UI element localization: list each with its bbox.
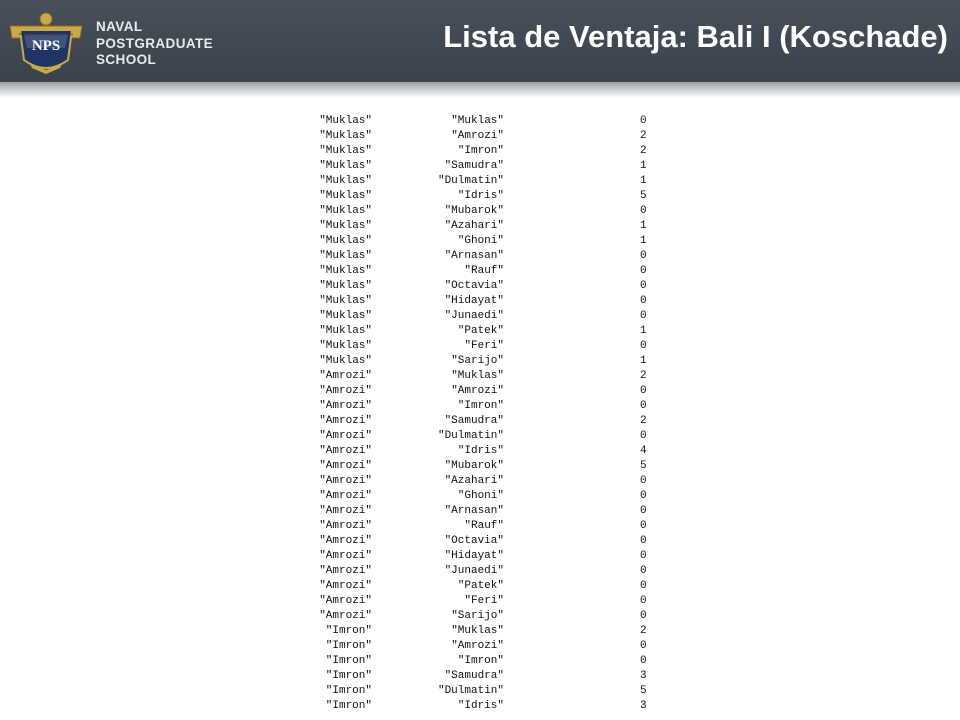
target-name-cell: "Amrozi" (451, 130, 504, 142)
table-row (306, 564, 656, 579)
source-name-cell: "Muklas" (319, 340, 372, 352)
source-name-cell: "Amrozi" (319, 505, 372, 517)
value-cell: 2 (640, 625, 647, 637)
source-name-cell: "Amrozi" (319, 580, 372, 592)
value-cell: 4 (640, 445, 647, 457)
value-cell: 0 (640, 640, 647, 652)
target-name-cell: "Samudra" (444, 415, 504, 427)
value-cell: 5 (640, 460, 647, 472)
target-name-cell: "Octavia" (444, 280, 504, 292)
table-row (306, 474, 656, 489)
school-name-line-3: SCHOOL (96, 52, 157, 67)
source-name-cell: "Muklas" (319, 265, 372, 277)
table-row (306, 684, 656, 699)
source-name-cell: "Muklas" (319, 310, 372, 322)
nps-crest-logo (6, 8, 86, 78)
value-cell: 0 (640, 595, 647, 607)
source-name-cell: "Muklas" (319, 355, 372, 367)
target-name-cell: "Patek" (457, 325, 504, 337)
value-cell: 0 (640, 655, 647, 667)
source-name-cell: "Muklas" (319, 130, 372, 142)
source-name-cell: "Muklas" (319, 190, 372, 202)
source-name-cell: "Imron" (325, 640, 372, 652)
table-row (306, 279, 656, 294)
target-name-cell: "Rauf" (464, 520, 504, 532)
table-row (306, 309, 656, 324)
table-row (306, 354, 656, 369)
source-name-cell: "Muklas" (319, 295, 372, 307)
page-title: Lista de Ventaja: Bali I (Koschade) (443, 19, 948, 54)
table-row (306, 639, 656, 654)
table-row (306, 294, 656, 309)
value-cell: 2 (640, 415, 647, 427)
table-row (306, 399, 656, 414)
source-name-cell: "Muklas" (319, 205, 372, 217)
target-name-cell: "Muklas" (451, 370, 504, 382)
target-name-cell: "Sarijo" (451, 610, 504, 622)
source-name-cell: "Amrozi" (319, 400, 372, 412)
source-name-cell: "Muklas" (319, 115, 372, 127)
source-name-cell: "Amrozi" (319, 550, 372, 562)
source-name-cell: "Amrozi" (319, 520, 372, 532)
table-row (306, 624, 656, 639)
source-name-cell: "Amrozi" (319, 460, 372, 472)
table-row (306, 324, 656, 339)
target-name-cell: "Imron" (457, 145, 504, 157)
table-row (306, 609, 656, 624)
table-row (306, 669, 656, 684)
target-name-cell: "Junaedi" (444, 565, 504, 577)
target-name-cell: "Patek" (457, 580, 504, 592)
value-cell: 0 (640, 280, 647, 292)
value-cell: 3 (640, 670, 647, 682)
logo-motto: PRAESTANTIA PER SCIENTIAM (19, 32, 73, 37)
target-name-cell: "Mubarok" (444, 205, 504, 217)
source-name-cell: "Muklas" (319, 160, 372, 172)
value-cell: 0 (640, 115, 647, 127)
value-cell: 0 (640, 610, 647, 622)
target-name-cell: "Arnasan" (444, 505, 504, 517)
source-name-cell: "Amrozi" (319, 385, 372, 397)
value-cell: 0 (640, 250, 647, 262)
target-name-cell: "Dulmatin" (437, 685, 504, 697)
target-name-cell: "Idris" (457, 700, 504, 712)
source-name-cell: "Muklas" (319, 175, 372, 187)
value-cell: 1 (640, 160, 647, 172)
value-cell: 2 (640, 145, 647, 157)
target-name-cell: "Idris" (457, 190, 504, 202)
value-cell: 0 (640, 310, 647, 322)
value-cell: 0 (640, 490, 647, 502)
source-name-cell: "Amrozi" (319, 535, 372, 547)
source-name-cell: "Imron" (325, 625, 372, 637)
target-name-cell: "Idris" (457, 445, 504, 457)
table-row (306, 414, 656, 429)
source-name-cell: "Amrozi" (319, 415, 372, 427)
table-row (306, 594, 656, 609)
table-row (306, 159, 656, 174)
value-cell: 0 (640, 295, 647, 307)
value-cell: 0 (640, 535, 647, 547)
value-cell: 1 (640, 355, 647, 367)
source-name-cell: "Amrozi" (319, 490, 372, 502)
table-row (306, 549, 656, 564)
target-name-cell: "Feri" (464, 340, 504, 352)
target-name-cell: "Hidayat" (444, 550, 504, 562)
header-bar (0, 0, 960, 82)
value-cell: 2 (640, 130, 647, 142)
table-row (306, 699, 656, 714)
target-name-cell: "Ghoni" (457, 235, 504, 247)
table-row (306, 489, 656, 504)
table-row (306, 204, 656, 219)
value-cell: 0 (640, 385, 647, 397)
value-cell: 0 (640, 430, 647, 442)
value-cell: 0 (640, 565, 647, 577)
source-name-cell: "Amrozi" (319, 430, 372, 442)
value-cell: 0 (640, 265, 647, 277)
school-name-line-2: POSTGRADUATE (96, 35, 214, 51)
logo-text: NPS (31, 38, 61, 54)
target-name-cell: "Feri" (464, 595, 504, 607)
table-row (306, 369, 656, 384)
source-name-cell: "Muklas" (319, 250, 372, 262)
value-cell: 1 (640, 175, 647, 187)
target-name-cell: "Hidayat" (444, 295, 504, 307)
table-row (306, 264, 656, 279)
source-name-cell: "Muklas" (319, 280, 372, 292)
table-row (306, 384, 656, 399)
value-cell: 5 (640, 190, 647, 202)
table-row (306, 579, 656, 594)
target-name-cell: "Sarijo" (451, 355, 504, 367)
source-name-cell: "Muklas" (319, 325, 372, 337)
target-name-cell: "Azahari" (444, 475, 504, 487)
target-name-cell: "Rauf" (464, 265, 504, 277)
target-name-cell: "Azahari" (444, 220, 504, 232)
target-name-cell: "Amrozi" (451, 640, 504, 652)
source-name-cell: "Imron" (325, 670, 372, 682)
table-row (306, 174, 656, 189)
source-name-cell: "Amrozi" (319, 565, 372, 577)
table-row (306, 654, 656, 669)
advantage-list (306, 114, 656, 714)
target-name-cell: "Octavia" (444, 535, 504, 547)
value-cell: 0 (640, 505, 647, 517)
target-name-cell: "Imron" (457, 655, 504, 667)
table-row (306, 339, 656, 354)
table-row (306, 444, 656, 459)
value-cell: 3 (640, 700, 647, 712)
source-name-cell: "Muklas" (319, 145, 372, 157)
table-row (306, 114, 656, 129)
value-cell: 2 (640, 370, 647, 382)
value-cell: 1 (640, 235, 647, 247)
target-name-cell: "Junaedi" (444, 310, 504, 322)
value-cell: 0 (640, 520, 647, 532)
value-cell: 0 (640, 400, 647, 412)
target-name-cell: "Dulmatin" (437, 430, 504, 442)
table-row (306, 519, 656, 534)
source-name-cell: "Imron" (325, 655, 372, 667)
source-name-cell: "Muklas" (319, 220, 372, 232)
source-name-cell: "Amrozi" (319, 475, 372, 487)
source-name-cell: "Amrozi" (319, 370, 372, 382)
source-name-cell: "Imron" (325, 685, 372, 697)
value-cell: 0 (640, 340, 647, 352)
table-row (306, 219, 656, 234)
table-row (306, 189, 656, 204)
table-row (306, 129, 656, 144)
source-name-cell: "Imron" (325, 700, 372, 712)
school-name (96, 19, 213, 69)
value-cell: 1 (640, 220, 647, 232)
table-row (306, 534, 656, 549)
table-row (306, 504, 656, 519)
target-name-cell: "Amrozi" (451, 385, 504, 397)
header-shadow (0, 82, 960, 98)
source-name-cell: "Amrozi" (319, 595, 372, 607)
target-name-cell: "Samudra" (444, 160, 504, 172)
table-row (306, 234, 656, 249)
target-name-cell: "Samudra" (444, 670, 504, 682)
value-cell: 0 (640, 205, 647, 217)
value-cell: 5 (640, 685, 647, 697)
source-name-cell: "Amrozi" (319, 445, 372, 457)
target-name-cell: "Arnasan" (444, 250, 504, 262)
value-cell: 0 (640, 475, 647, 487)
table-row (306, 459, 656, 474)
table-row (306, 144, 656, 159)
target-name-cell: "Muklas" (451, 115, 504, 127)
table-row (306, 429, 656, 444)
value-cell: 0 (640, 550, 647, 562)
target-name-cell: "Imron" (457, 400, 504, 412)
school-name-line-1: NAVAL (96, 19, 143, 34)
target-name-cell: "Mubarok" (444, 460, 504, 472)
target-name-cell: "Ghoni" (457, 490, 504, 502)
target-name-cell: "Dulmatin" (437, 175, 504, 187)
value-cell: 0 (640, 580, 647, 592)
value-cell: 1 (640, 325, 647, 337)
source-name-cell: "Amrozi" (319, 610, 372, 622)
target-name-cell: "Muklas" (451, 625, 504, 637)
source-name-cell: "Muklas" (319, 235, 372, 247)
table-row (306, 249, 656, 264)
